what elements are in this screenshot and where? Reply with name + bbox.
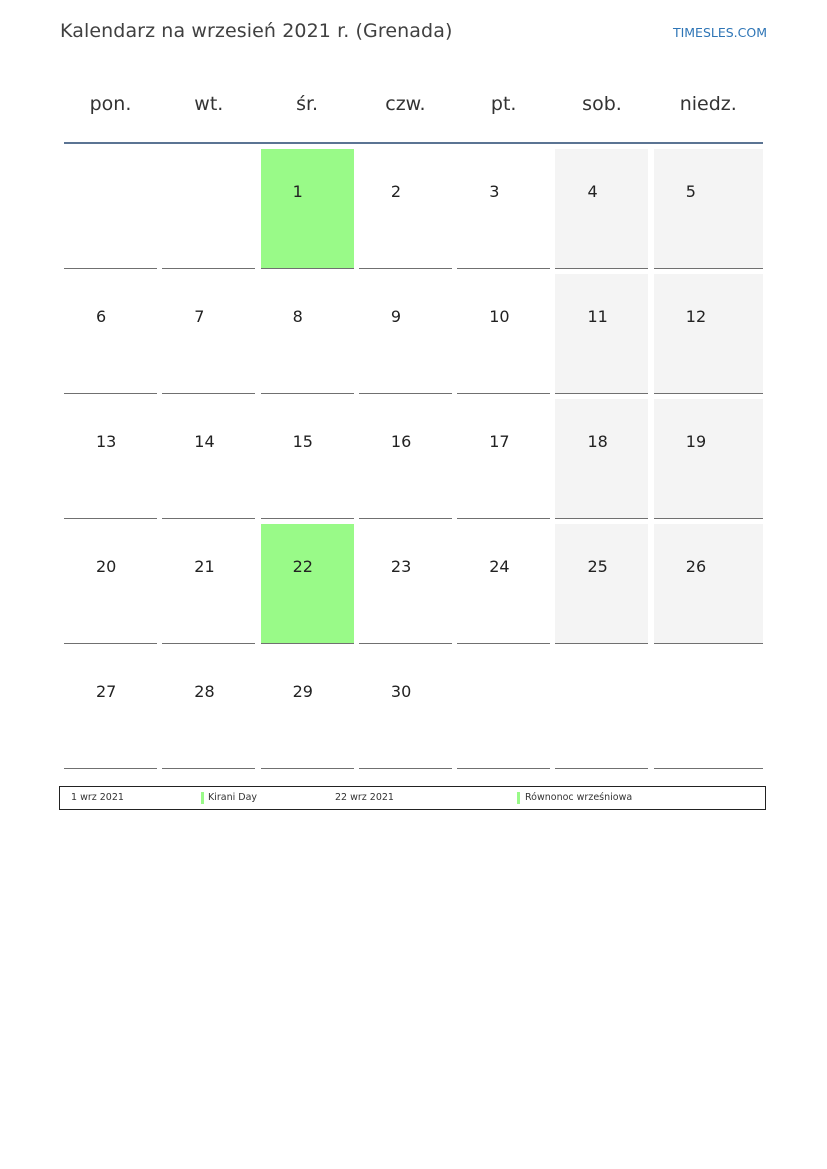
day-cell-holiday[interactable] bbox=[261, 524, 354, 644]
weekday-tuesday: wt. bbox=[194, 93, 224, 115]
day-cell-weekend[interactable] bbox=[654, 399, 763, 519]
day-number: 1 bbox=[292, 182, 303, 201]
day-number: 5 bbox=[685, 182, 696, 201]
weekday-wednesday: śr. bbox=[296, 93, 319, 115]
day-number: 17 bbox=[489, 432, 510, 451]
week-row bbox=[64, 649, 763, 769]
day-number: 22 bbox=[292, 557, 313, 576]
weekday-sunday: niedz. bbox=[679, 93, 737, 115]
holiday-legend bbox=[59, 786, 766, 810]
day-cell-empty bbox=[457, 649, 550, 769]
week-row bbox=[64, 274, 763, 394]
calendar-grid bbox=[64, 75, 763, 774]
day-number: 18 bbox=[587, 432, 608, 451]
day-cell[interactable] bbox=[261, 649, 354, 769]
day-number: 29 bbox=[292, 682, 313, 701]
day-cell[interactable] bbox=[162, 274, 255, 394]
day-cell[interactable] bbox=[359, 524, 452, 644]
legend-holiday-name: Równonoc wrześniowa bbox=[525, 792, 633, 803]
day-cell[interactable] bbox=[359, 274, 452, 394]
weekday-friday: pt. bbox=[490, 93, 517, 115]
day-number: 21 bbox=[194, 557, 215, 576]
day-cell-weekend[interactable] bbox=[555, 274, 648, 394]
legend-holiday-name: Kirani Day bbox=[208, 792, 258, 803]
week-row bbox=[64, 524, 763, 644]
day-number: 10 bbox=[489, 307, 510, 326]
page-title: Kalendarz na wrzesień 2021 r. (Grenada) bbox=[60, 20, 453, 42]
day-number: 25 bbox=[587, 557, 608, 576]
day-cell[interactable] bbox=[64, 649, 157, 769]
holiday-color-marker bbox=[201, 792, 204, 804]
site-link[interactable]: TIMESLES.COM bbox=[672, 25, 767, 40]
day-cell-empty bbox=[162, 149, 255, 269]
day-cell-empty bbox=[64, 149, 157, 269]
day-cell-empty bbox=[654, 649, 763, 769]
day-number: 12 bbox=[685, 307, 707, 326]
day-number: 26 bbox=[685, 557, 707, 576]
day-cell[interactable] bbox=[261, 274, 354, 394]
day-number: 6 bbox=[96, 307, 107, 326]
day-cell[interactable] bbox=[457, 399, 550, 519]
day-cell[interactable] bbox=[162, 399, 255, 519]
weekday-monday: pon. bbox=[89, 93, 132, 115]
day-number: 24 bbox=[489, 557, 510, 576]
day-number: 3 bbox=[489, 182, 500, 201]
day-number: 20 bbox=[96, 557, 117, 576]
day-number: 23 bbox=[390, 557, 412, 576]
day-number: 4 bbox=[587, 182, 598, 201]
day-cell[interactable] bbox=[162, 649, 255, 769]
day-cell-weekend[interactable] bbox=[654, 149, 763, 269]
day-cell[interactable] bbox=[359, 399, 452, 519]
day-number: 13 bbox=[96, 432, 117, 451]
day-cell-weekend[interactable] bbox=[555, 399, 648, 519]
legend-date: 1 wrz 2021 bbox=[71, 792, 124, 803]
legend-date: 22 wrz 2021 bbox=[335, 792, 394, 803]
day-cell-empty bbox=[555, 649, 648, 769]
day-number: 2 bbox=[390, 182, 402, 201]
holiday-color-marker bbox=[517, 792, 520, 804]
day-number: 16 bbox=[390, 432, 412, 451]
day-cell-holiday[interactable] bbox=[261, 149, 354, 269]
day-number: 28 bbox=[194, 682, 215, 701]
day-cell[interactable] bbox=[359, 149, 452, 269]
day-cell[interactable] bbox=[64, 524, 157, 644]
day-cell-weekend[interactable] bbox=[654, 274, 763, 394]
day-cell-weekend[interactable] bbox=[654, 524, 763, 644]
day-cell[interactable] bbox=[261, 399, 354, 519]
day-number: 8 bbox=[292, 307, 303, 326]
day-cell[interactable] bbox=[64, 274, 157, 394]
day-cell[interactable] bbox=[64, 399, 157, 519]
weekday-thursday: czw. bbox=[385, 93, 426, 115]
day-cell-weekend[interactable] bbox=[555, 149, 648, 269]
week-row bbox=[64, 399, 763, 519]
day-cell[interactable] bbox=[457, 149, 550, 269]
day-cell[interactable] bbox=[457, 274, 550, 394]
day-cell[interactable] bbox=[457, 524, 550, 644]
day-number: 15 bbox=[292, 432, 313, 451]
weekday-saturday: sob. bbox=[582, 93, 622, 115]
day-number: 9 bbox=[390, 307, 402, 326]
day-cell-weekend[interactable] bbox=[555, 524, 648, 644]
day-number: 11 bbox=[587, 307, 608, 326]
day-number: 30 bbox=[390, 682, 412, 701]
day-number: 19 bbox=[685, 432, 707, 451]
day-number: 27 bbox=[96, 682, 117, 701]
day-number: 14 bbox=[194, 432, 215, 451]
weekday-header-row bbox=[64, 75, 763, 144]
weeks-container bbox=[64, 149, 763, 769]
day-cell[interactable] bbox=[359, 649, 452, 769]
week-row bbox=[64, 149, 763, 269]
day-cell[interactable] bbox=[162, 524, 255, 644]
day-number: 7 bbox=[194, 307, 205, 326]
